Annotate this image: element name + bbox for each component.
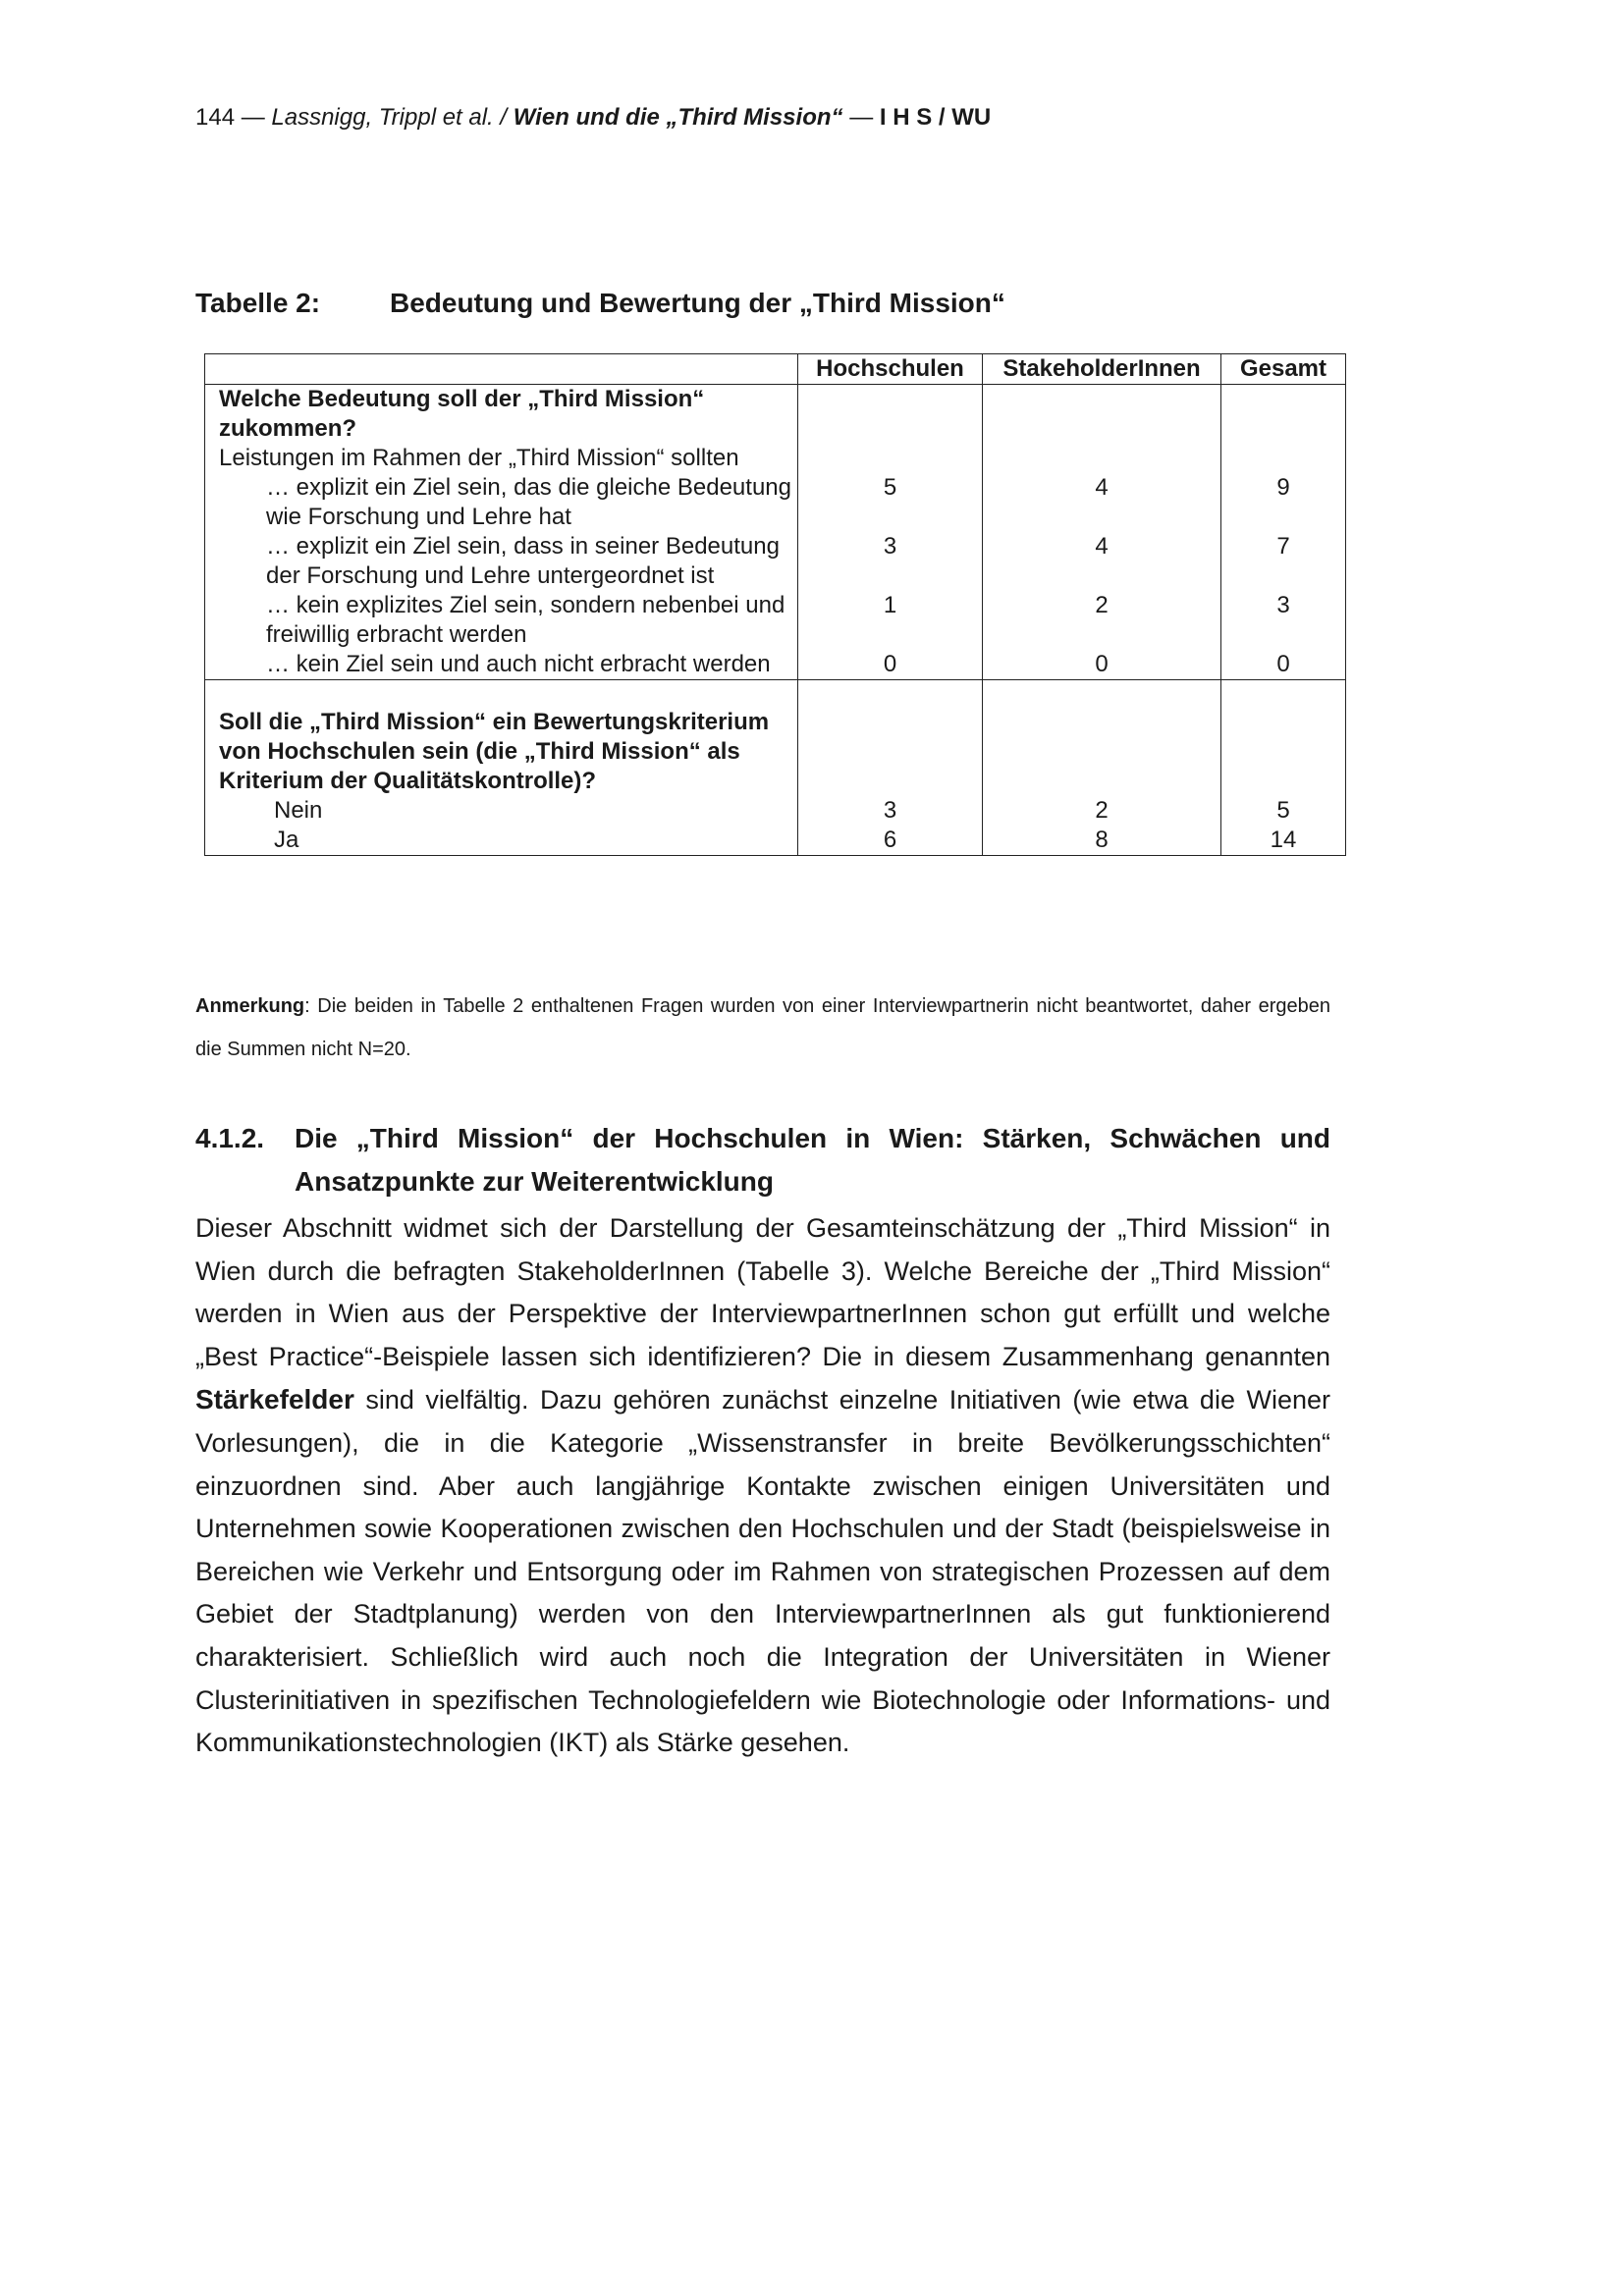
cell-hochschulen: 5 — [798, 473, 983, 532]
cell-stakeholder: 2 — [983, 591, 1221, 650]
cell-stakeholder: 8 — [983, 826, 1221, 856]
table-number: Tabelle 2: — [195, 288, 321, 318]
cell-hochschulen: 3 — [798, 796, 983, 826]
header-blank-cell — [205, 354, 798, 385]
note-text: : Die beiden in Tabelle 2 enthaltenen Fragen wurden von einer Interviewpartnerin nicht beantwortet, daher ergeben die Summen nicht N=20. — [195, 995, 1330, 1060]
row-label: … kein explizites Ziel sein, sondern nebenbei und freiwillig erbracht werden — [205, 591, 798, 650]
column-header: Hochschulen — [798, 354, 983, 385]
cell-gesamt: 9 — [1221, 473, 1346, 532]
table-row — [205, 650, 1346, 680]
row-label: Ja — [205, 826, 798, 856]
row-label: … explizit ein Ziel sein, das die gleiche Bedeutung wie Forschung und Lehre hat — [205, 473, 798, 532]
cell-gesamt: 7 — [1221, 532, 1346, 591]
table-note — [195, 985, 1330, 1071]
page-number: 144 — [195, 104, 236, 131]
cell-stakeholder: 2 — [983, 796, 1221, 826]
cell-stakeholder: 4 — [983, 473, 1221, 532]
table-header-row — [205, 354, 1346, 385]
column-header: Gesamt — [1221, 354, 1346, 385]
section-number: 4.1.2. — [195, 1123, 265, 1153]
table-caption — [195, 288, 1005, 319]
question-1-intro: Leistungen im Rahmen der „Third Mission“ sollten — [205, 444, 798, 473]
table-row — [205, 444, 1346, 473]
section-title-line2: Ansatzpunkte zur Weiterentwicklung — [295, 1166, 774, 1197]
table-row — [205, 826, 1346, 856]
table-row — [205, 385, 1346, 445]
row-label: … explizit ein Ziel sein, dass in seiner Bedeutung der Forschung und Lehre untergeordnet ist — [205, 532, 798, 591]
cell-gesamt: 3 — [1221, 591, 1346, 650]
header-title: Wien und die „Third Mission“ — [513, 104, 843, 131]
cell-gesamt: 0 — [1221, 650, 1346, 680]
section-title-line1: Die „Third Mission“ der Hochschulen in Wien: Stärken, Schwächen und — [295, 1123, 1330, 1153]
cell-gesamt: 14 — [1221, 826, 1346, 856]
cell-hochschulen: 3 — [798, 532, 983, 591]
cell-hochschulen: 1 — [798, 591, 983, 650]
body-text-part1: Dieser Abschnitt widmet sich der Darstellung der Gesamteinschätzung der „Third Mission“ in Wien durch die befragten StakeholderInnen (Tabelle 3). Welche Bereiche der „Third Mission“ werden in Wien aus der Perspektive der InterviewpartnerInnen schon gut erfüllt und welche „Best Practice“-Beispiele lassen sich identifizieren? Die in diesem Zusammenhang genannten — [195, 1213, 1330, 1371]
row-label: Nein — [205, 796, 798, 826]
question-2: Soll die „Third Mission“ ein Bewertungskriterium von Hochschulen sein (die „Third Mission“ als Kriterium der Qualitätskontrolle)? — [205, 680, 798, 797]
table-row — [205, 473, 1346, 532]
cell-gesamt: 5 — [1221, 796, 1346, 826]
table-row — [205, 591, 1346, 650]
row-label: … kein Ziel sein und auch nicht erbracht werden — [205, 650, 798, 680]
body-paragraph — [195, 1207, 1330, 1765]
cell-stakeholder: 4 — [983, 532, 1221, 591]
table-row — [205, 796, 1346, 826]
column-header: StakeholderInnen — [983, 354, 1221, 385]
header-authors: Lassnigg, Trippl et al. / — [271, 104, 508, 131]
note-label: Anmerkung — [195, 995, 305, 1017]
section-heading — [195, 1117, 1330, 1203]
table-title: Bedeutung und Bewertung der „Third Mission“ — [390, 288, 1005, 318]
body-emphasis: Stärkefelder — [195, 1384, 354, 1415]
cell-hochschulen: 0 — [798, 650, 983, 680]
running-header: 144 — Lassnigg, Trippl et al. / Wien und die „Third Mission“ — I H S / WU — [195, 104, 992, 131]
data-table — [204, 353, 1346, 856]
cell-hochschulen: 6 — [798, 826, 983, 856]
table-row — [205, 680, 1346, 797]
table-row — [205, 532, 1346, 591]
body-text-part2: sind vielfältig. Dazu gehören zunächst einzelne Initiativen (wie etwa die Wiener Vorlesungen), die in die Kategorie „Wissenstransfer in breite Bevölkerungsschichten“ einzuordnen sind. Aber auch langjährige Kontakte zwischen einigen Universitäten und Unternehmen sowie Kooperationen zwischen den Hochschulen und der Stadt (beispielsweise in Bereichen wie Verkehr und Entsorgung oder im Rahmen von strategischen Prozessen auf dem Gebiet der Stadtplanung) werden von den InterviewpartnerInnen als gut funktionierend charakterisiert. Schließlich wird auch noch die Integration der Universitäten in Wiener Clusterinitiativen in spezifischen Technologiefeldern wie Biotechnologie oder Informations- und Kommunikationstechnologien (IKT) als Stärke gesehen. — [195, 1385, 1330, 1758]
cell-stakeholder: 0 — [983, 650, 1221, 680]
question-1: Welche Bedeutung soll der „Third Mission“ zukommen? — [205, 385, 798, 445]
header-institutes: I H S / WU — [879, 104, 992, 131]
